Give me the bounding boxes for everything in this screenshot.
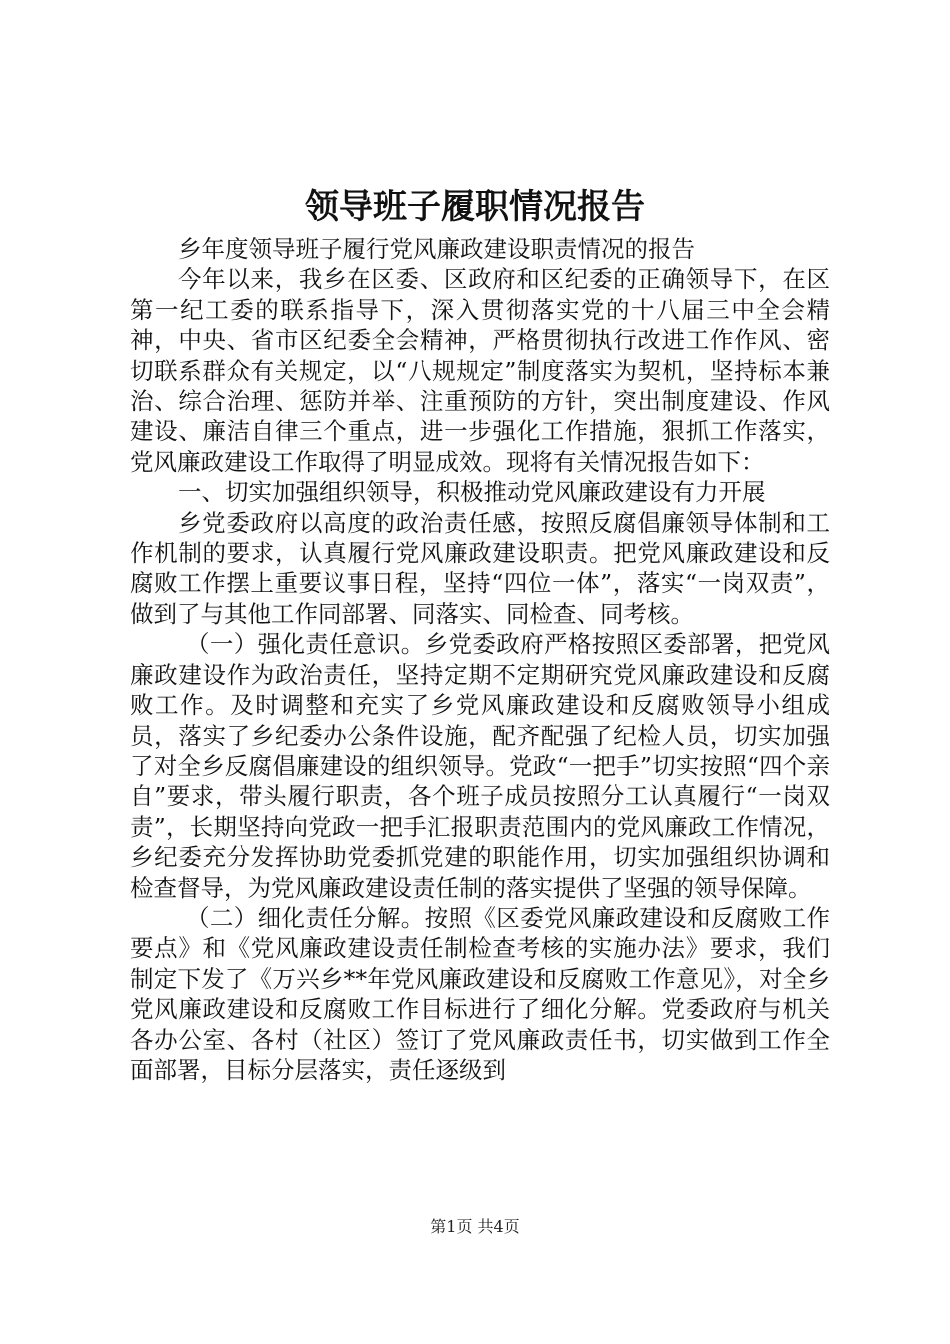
intro-paragraph: 今年以来，我乡在区委、区政府和区纪委的正确领导下，在区第一纪工委的联系指导下，深入贯彻落实党的十八届三中全会精神，中央、省市区纪委全会精神，严格贯彻执行改进工作作风、密切联系群众有关规定，以“八规规定”制度落实为契机，坚持标本兼治、综合治理、惩防并举、注重预防的方针，突出制度建设、作风建设、廉洁自律三个重点，进一步强化工作措施，狠抓工作落实，党风廉政建设工作取得了明显成效。现将有关情况报告如下： <box>130 265 830 476</box>
section-heading-1: 一、切实加强组织领导，积极推动党风廉政建设有力开展 <box>178 478 766 507</box>
page-number-footer: 第1页 共4页 <box>430 1217 520 1236</box>
subsection-2-paragraph: （二）细化责任分解。按照《区委党风廉政建设和反腐败工作要点》和《党风廉政建设责任制检查考核的实施办法》要求，我们制定下发了《万兴乡**年党风廉政建设和反腐败工作意见》，对全乡党风廉政建设和反腐败工作目标进行了细化分解。党委政府与机关各办公室、各村（社区）签订了党风廉政责任书，切实做到工作全面部署，目标分层落实，责任逐级到 <box>130 903 830 1084</box>
document-body <box>130 234 830 1085</box>
report-subtitle-paragraph: 乡年度领导班子履行党风廉政建设职责情况的报告 <box>178 235 695 263</box>
section-1-paragraph: 乡党委政府以高度的政治责任感，按照反腐倡廉领导体制和工作机制的要求，认真履行党风廉政建设职责。把党风廉政建设和反腐败工作摆上重要议事日程，坚持“四位一体”，落实“一岗双责”，做到了与其他工作同部署、同落实、同检查、同考核。 <box>130 508 830 628</box>
document-title: 领导班子履职情况报告 <box>305 187 645 227</box>
subsection-1-paragraph: （一）强化责任意识。乡党委政府严格按照区委部署，把党风廉政建设作为政治责任，坚持定期不定期研究党风廉政建设和反腐败工作。及时调整和充实了乡党风廉政建设和反腐败领导小组成员，落实了乡纪委办公条件设施，配齐配强了纪检人员，切实加强了对全乡反腐倡廉建设的组织领导。党政“一把手”切实按照“四个亲自”要求，带头履行职责，各个班子成员按照分工认真履行“一岗双责”，长期坚持向党政一把手汇报职责范围内的党风廉政工作情况，乡纪委充分发挥协助党委抓党建的职能作用，切实加强组织协调和检查督导，为党风廉政建设责任制的落实提供了坚强的领导保障。 <box>130 630 830 902</box>
